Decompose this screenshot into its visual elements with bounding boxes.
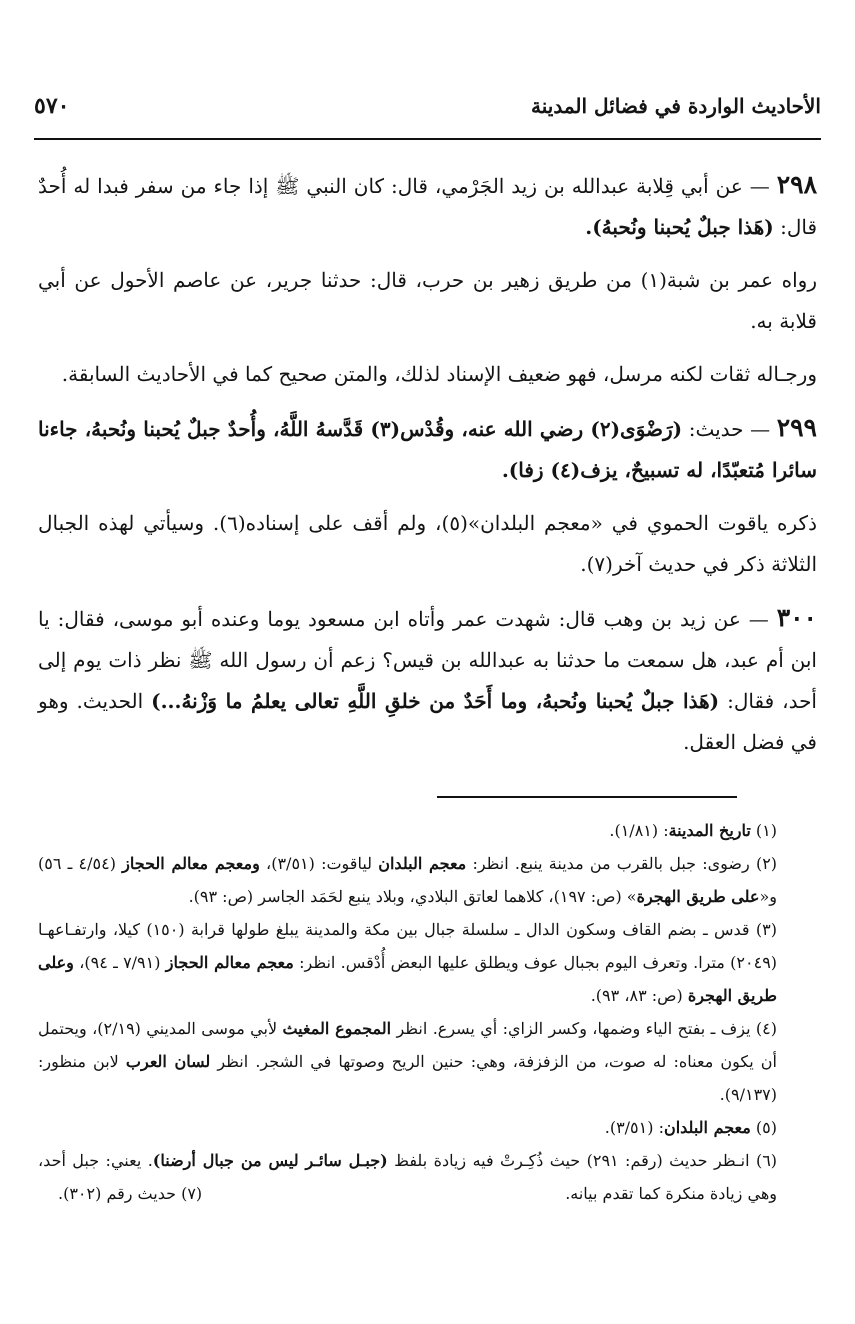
footnote-separator <box>437 796 737 798</box>
fn-text: (ص: ٨٣، ٩٣). <box>590 986 688 1005</box>
footnote-1 <box>38 814 817 847</box>
footnotes <box>38 814 817 1210</box>
hadith-299 <box>38 407 817 491</box>
hadith-tail: الحديث. وهو في فضل العقل. <box>38 689 817 754</box>
hadith-quote: (رَضْوَى(٢) رضي الله عنه، وقُدْس(٣) قَدَّسهُ اللَّهُ، وأُحدٌ جبلٌ يُحبنا ونُحبهُ، جاءنا سائرا مُتعبّدًا، له تسبيحٌ، يزف(٤) زفا). <box>38 417 817 482</box>
page-header <box>34 88 821 128</box>
hadith-quote: (هَذا جبلٌ يُحبنا ونُحبهُ، وما أَحَدٌ من خلقِ اللَّهِ تعالى يعلمُ ما وَزْنهُ...) <box>151 689 720 713</box>
fn-source: معجم البلدان <box>378 854 467 873</box>
hadith-quote: (هَذا جبلٌ يُحبنا ونُحبهُ). <box>585 215 774 239</box>
fn-text: (٤/٥٤ ـ ٥٦) و« <box>38 854 777 906</box>
fn-text: (٤) يزف ـ بفتح الياء وضمها، وكسر الزاي: أي يسرع. انظر <box>391 1019 777 1038</box>
hadith-text: — حديث: <box>682 417 771 441</box>
hadith-298-grading: ورجـاله ثقات لكنه مرسل، فهو ضعيف الإسناد لذلك، والمتن صحيح كما في الأحاديث السابقة. <box>61 362 817 386</box>
fn-source: لسان العرب <box>125 1052 211 1071</box>
hadith-299-source: ذكره ياقوت الحموي في «معجم البلدان»(٥)، ولم أقف على إسناده(٦). وسيأتي لهذه الجبال الثلاثة ذكر في حديث آخر(٧). <box>38 511 817 576</box>
hadith-298-narration: رواه عمر بن شبة(١) من طريق زهير بن حرب، قال: حدثنا جرير، عن عاصم الأحول عن أبي قلابة به. <box>38 268 817 333</box>
footnote-4 <box>38 1012 817 1111</box>
page-number: ٥٧٠ <box>34 93 70 119</box>
fn-text: : (١/٨١). <box>609 821 669 840</box>
hadith-text: — عن زيد بن وهب قال: شهدت عمر وأتاه ابن مسعود يوما وعنده أبو موسى، فقال: يا ابن أم عبد، هل سمعت ما حدثنا به عبدالله بن قيس؟ زعم أن رسول الله ﷺ نظر ذات يوم إلى أحد، فقال: <box>38 607 817 713</box>
fn-source: وعلى طريق الهجرة <box>38 953 777 1005</box>
fn-source: ومعجم معالم الحجاز <box>122 854 260 873</box>
hadith-298 <box>38 164 817 248</box>
fn-source: معجم البلدان <box>663 1118 751 1137</box>
fn-text: (٧/٩١ ـ ٩٤)، <box>73 953 166 972</box>
fn-text: : (٣/٥١). <box>604 1118 664 1137</box>
hadith-number: ٣٠٠ <box>776 603 817 632</box>
fn-source: على طريق الهجرة <box>636 887 760 906</box>
fn-text: (٥) <box>750 1118 777 1137</box>
hadith-number: ٢٩٨ <box>776 170 818 199</box>
fn-text: (٢) رضوى: جبل بالقرب من مدينة ينبع. انظر: <box>466 854 778 873</box>
running-title: الأحاديث الواردة في فضائل المدينة <box>531 94 821 118</box>
hadith-text: — عن أبي قِلابة عبدالله بن زيد الجَرْمي، قال: كان النبي ﷺ إذا جاء من سفر فبدا له أُحدٌ قال: <box>38 174 817 239</box>
fn-text: (٦) انـظر حديث (رقم: ٢٩١) حيث ذُكِـرتْ فيه زيادة بلفظ <box>387 1151 778 1170</box>
fn-text: لأبي موسى المديني (٢/١٩)، ويحتمل أن يكون معناه: له صوت، من الزفزفة، وهي: حنين الريح وصوتها في الشجر. انظر <box>38 1019 778 1071</box>
fn-text: (٣) قدس ـ بضم القاف وسكون الدال ـ سلسلة جبال بين مكة والمدينة يبلغ طولها قرابة (١٥٠) كيلا، وارتفـاعهـا (٢٠٤٩) مترا. وتعرف اليوم بجبال عوف ويطلق عليها البعض أُدْقس. انظر: <box>38 920 778 972</box>
fn-text: » (ص: ١٩٧)، كلاهما لعاتق البلادي، وبلاد ينبع لحَمَد الجاسر (ص: ٩٣). <box>188 887 637 906</box>
footnote-2 <box>38 847 817 913</box>
header-rule <box>34 138 821 140</box>
footnote-6 <box>38 1144 817 1210</box>
footnote-7: (٧) حديث رقم (٣٠٢). <box>58 1184 203 1203</box>
fn-source: تاريخ المدينة <box>668 821 751 840</box>
fn-text: لياقوت: (٣/٥١)، <box>259 854 379 873</box>
fn-source: المجموع المغيث <box>282 1019 392 1038</box>
fn-text: لابن منظور: (٩/١٣٧). <box>38 1052 777 1104</box>
footnote-3 <box>38 913 817 1012</box>
fn-quote: (جبـل سائـر ليس من جبال أرضنا) <box>152 1151 388 1170</box>
footnote-5 <box>38 1111 817 1144</box>
fn-source: معجم معالم الحجاز <box>165 953 294 972</box>
main-text <box>38 164 817 775</box>
fn-text: (١) <box>750 821 777 840</box>
hadith-number: ٢٩٩ <box>776 413 817 442</box>
hadith-300 <box>38 597 817 763</box>
fn-text: . يعني: جبل أحد، وهي زيادة منكرة كما تقدم بيانه. <box>38 1151 777 1203</box>
